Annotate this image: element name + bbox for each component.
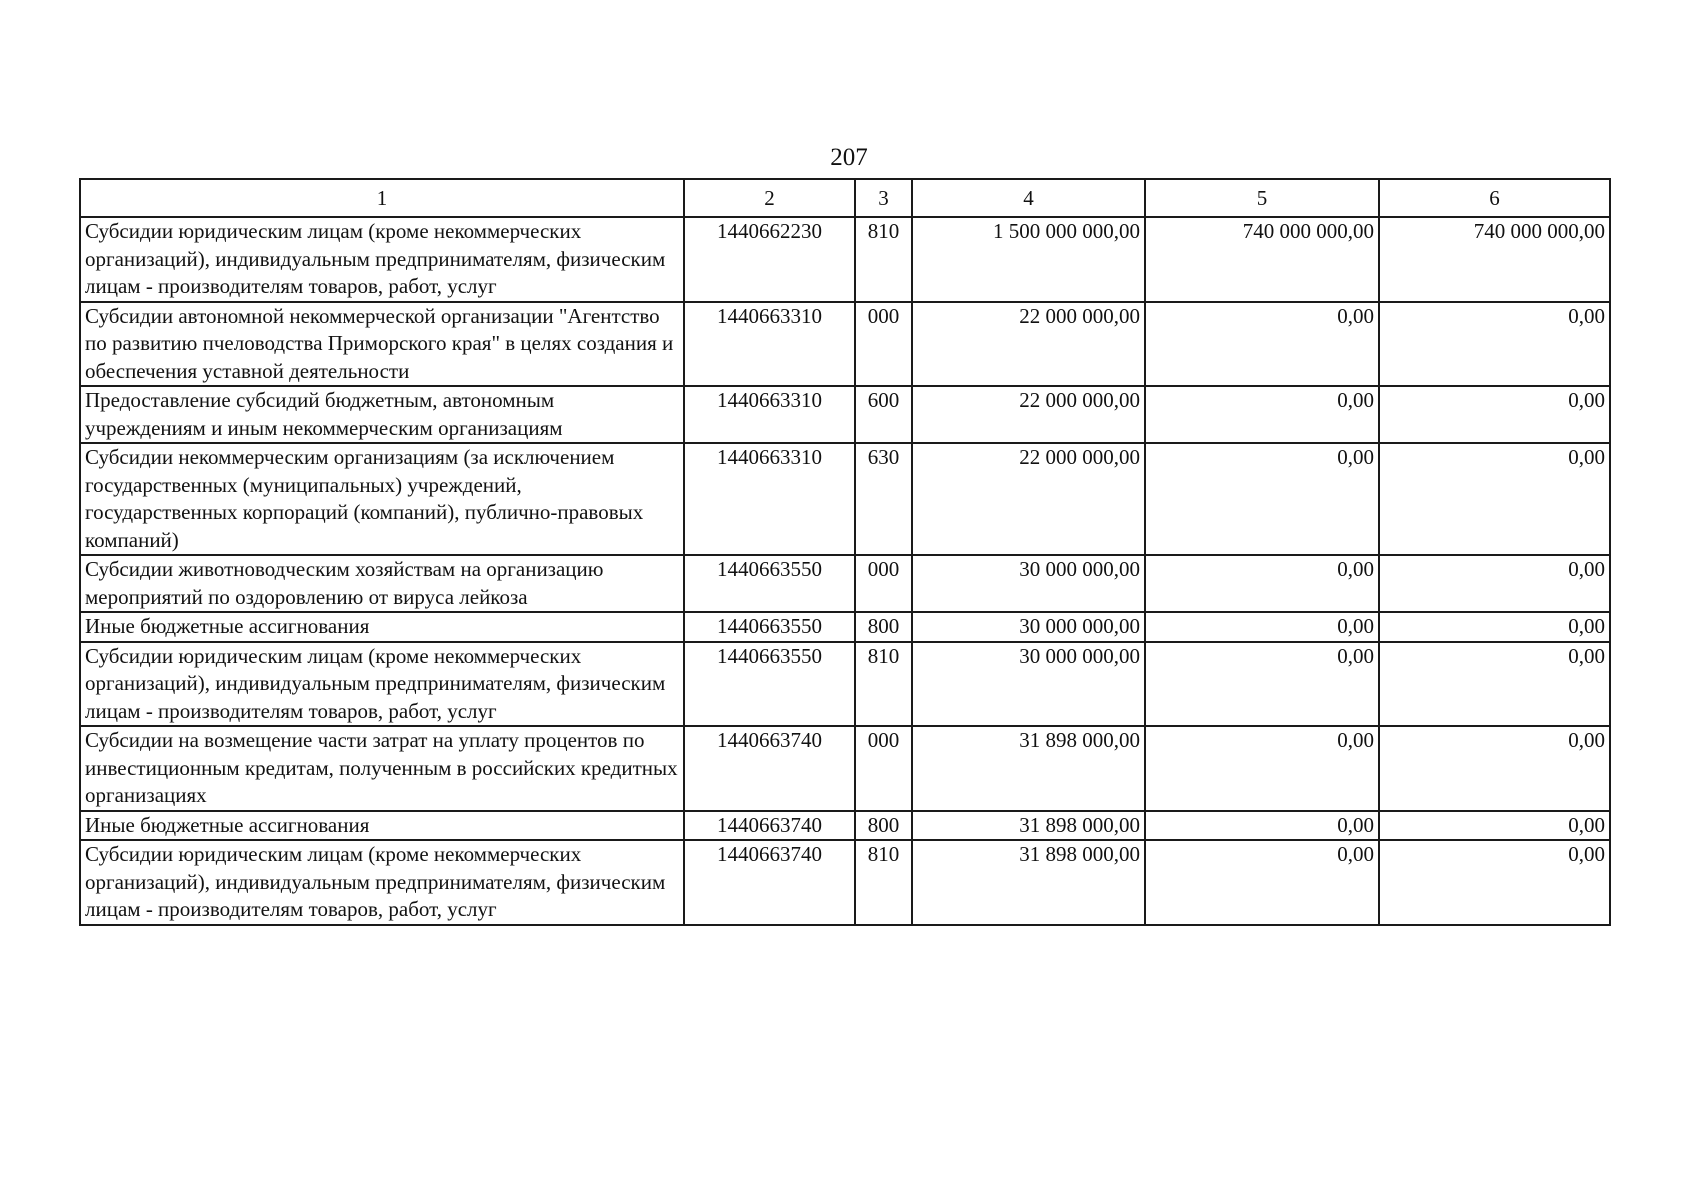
expense-type-code: 800 — [855, 612, 912, 642]
amount-col-6: 0,00 — [1379, 386, 1610, 443]
expense-type-code: 810 — [855, 840, 912, 925]
table-row — [80, 642, 1610, 727]
target-article-code: 1440663550 — [684, 555, 855, 612]
amount-col-4: 30 000 000,00 — [912, 555, 1145, 612]
amount-col-4: 30 000 000,00 — [912, 642, 1145, 727]
item-name: Субсидии животноводческим хозяйствам на организацию мероприятий по оздоровлению от вируса лейкоза — [80, 555, 684, 612]
amount-col-5: 0,00 — [1145, 386, 1379, 443]
column-header-3: 3 — [855, 179, 912, 217]
budget-table — [79, 178, 1611, 926]
amount-col-6: 0,00 — [1379, 612, 1610, 642]
amount-col-6: 740 000 000,00 — [1379, 217, 1610, 302]
item-name: Субсидии на возмещение части затрат на уплату процентов по инвестиционным кредитам, полученным в российских кредитных организациях — [80, 726, 684, 811]
expense-type-code: 000 — [855, 302, 912, 387]
amount-col-6: 0,00 — [1379, 555, 1610, 612]
target-article-code: 1440663740 — [684, 811, 855, 841]
expense-type-code: 630 — [855, 443, 912, 555]
amount-col-6: 0,00 — [1379, 840, 1610, 925]
table-row — [80, 217, 1610, 302]
item-name: Иные бюджетные ассигнования — [80, 811, 684, 841]
amount-col-5: 0,00 — [1145, 840, 1379, 925]
amount-col-4: 31 898 000,00 — [912, 840, 1145, 925]
amount-col-5: 0,00 — [1145, 726, 1379, 811]
table-row — [80, 726, 1610, 811]
amount-col-6: 0,00 — [1379, 443, 1610, 555]
amount-col-6: 0,00 — [1379, 811, 1610, 841]
amount-col-5: 0,00 — [1145, 642, 1379, 727]
target-article-code: 1440663740 — [684, 726, 855, 811]
table-row — [80, 612, 1610, 642]
target-article-code: 1440663310 — [684, 443, 855, 555]
target-article-code: 1440663740 — [684, 840, 855, 925]
expense-type-code: 000 — [855, 726, 912, 811]
item-name: Субсидии некоммерческим организациям (за исключением государственных (муниципальных) учреждений, государственных корпораций (компаний), публично-правовых компаний) — [80, 443, 684, 555]
target-article-code: 1440663310 — [684, 302, 855, 387]
amount-col-4: 22 000 000,00 — [912, 386, 1145, 443]
target-article-code: 1440663550 — [684, 612, 855, 642]
amount-col-5: 0,00 — [1145, 302, 1379, 387]
amount-col-5: 0,00 — [1145, 811, 1379, 841]
target-article-code: 1440662230 — [684, 217, 855, 302]
table-row — [80, 443, 1610, 555]
item-name: Субсидии юридическим лицам (кроме некоммерческих организаций), индивидуальным предпринимателям, физическим лицам - производителям товаров, работ, услуг — [80, 642, 684, 727]
column-header-5: 5 — [1145, 179, 1379, 217]
expense-type-code: 800 — [855, 811, 912, 841]
item-name: Субсидии автономной некоммерческой организации "Агентство по развитию пчеловодства Приморского края" в целях создания и обеспечения уставной деятельности — [80, 302, 684, 387]
expense-type-code: 600 — [855, 386, 912, 443]
item-name: Иные бюджетные ассигнования — [80, 612, 684, 642]
amount-col-5: 0,00 — [1145, 555, 1379, 612]
target-article-code: 1440663310 — [684, 386, 855, 443]
item-name: Субсидии юридическим лицам (кроме некоммерческих организаций), индивидуальным предпринимателям, физическим лицам - производителям товаров, работ, услуг — [80, 840, 684, 925]
page-number: 207 — [830, 144, 868, 171]
table-row — [80, 555, 1610, 612]
amount-col-4: 1 500 000 000,00 — [912, 217, 1145, 302]
amount-col-4: 30 000 000,00 — [912, 612, 1145, 642]
table-row — [80, 302, 1610, 387]
amount-col-4: 22 000 000,00 — [912, 443, 1145, 555]
expense-type-code: 810 — [855, 642, 912, 727]
expense-type-code: 810 — [855, 217, 912, 302]
amount-col-5: 740 000 000,00 — [1145, 217, 1379, 302]
table-row — [80, 386, 1610, 443]
amount-col-6: 0,00 — [1379, 642, 1610, 727]
item-name: Субсидии юридическим лицам (кроме некоммерческих организаций), индивидуальным предпринимателям, физическим лицам - производителям товаров, работ, услуг — [80, 217, 684, 302]
amount-col-6: 0,00 — [1379, 726, 1610, 811]
column-header-1: 1 — [80, 179, 684, 217]
column-header-4: 4 — [912, 179, 1145, 217]
amount-col-4: 31 898 000,00 — [912, 811, 1145, 841]
table-header-row — [80, 179, 1610, 217]
column-header-6: 6 — [1379, 179, 1610, 217]
target-article-code: 1440663550 — [684, 642, 855, 727]
expense-type-code: 000 — [855, 555, 912, 612]
amount-col-5: 0,00 — [1145, 443, 1379, 555]
item-name: Предоставление субсидий бюджетным, автономным учреждениям и иным некоммерческим организациям — [80, 386, 684, 443]
table-row — [80, 811, 1610, 841]
amount-col-4: 31 898 000,00 — [912, 726, 1145, 811]
amount-col-6: 0,00 — [1379, 302, 1610, 387]
amount-col-5: 0,00 — [1145, 612, 1379, 642]
column-header-2: 2 — [684, 179, 855, 217]
table-row — [80, 840, 1610, 925]
amount-col-4: 22 000 000,00 — [912, 302, 1145, 387]
